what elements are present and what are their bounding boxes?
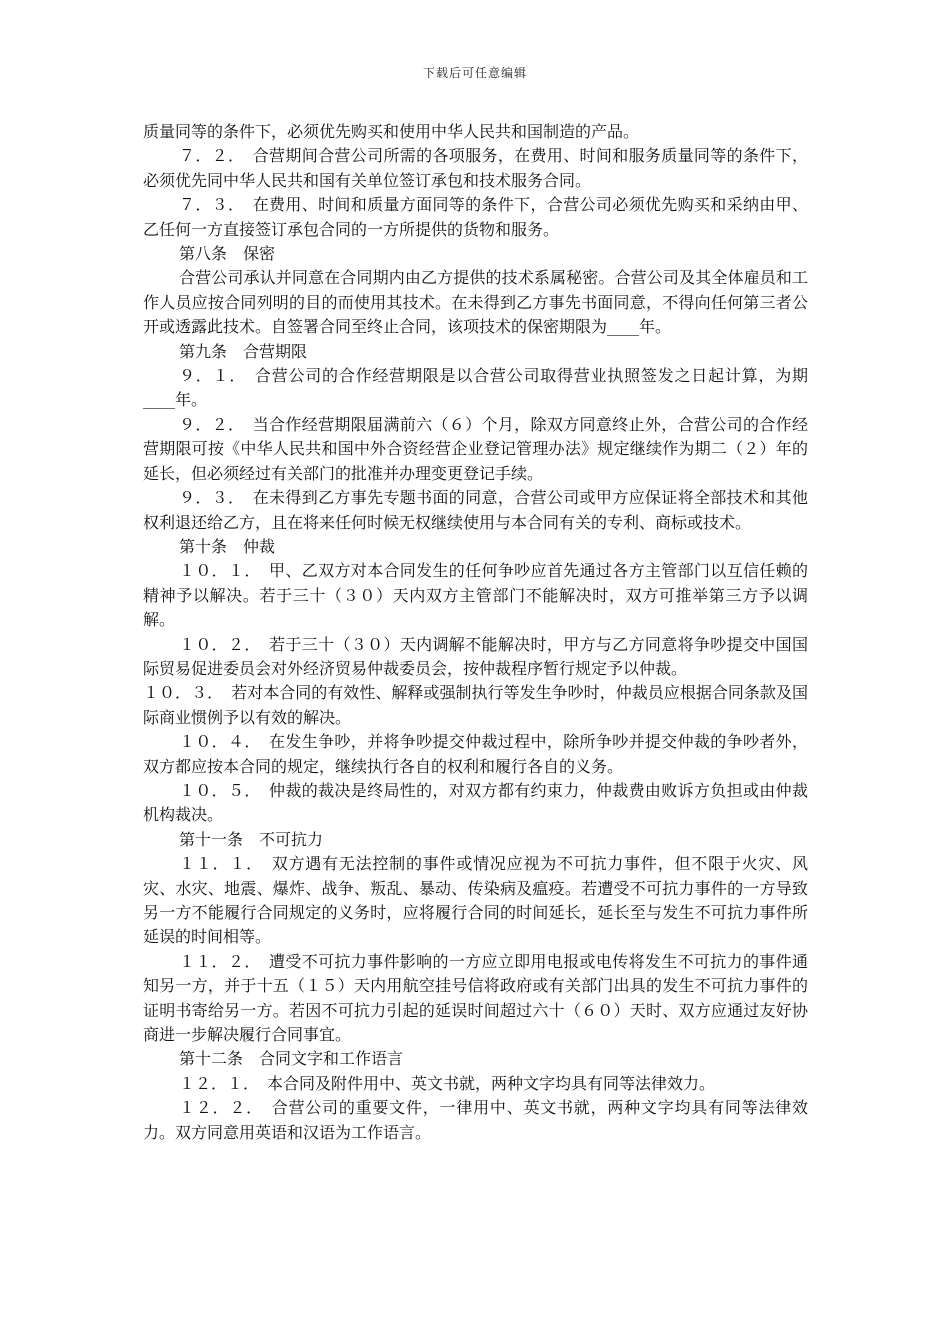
clause-10-5: １０．５． 仲裁的裁决是终局性的，对双方都有约束力，仲裁费由败诉方负担或由仲裁机构裁决。 [143, 780, 808, 825]
article-10-heading: 第十条 仲裁 [179, 536, 276, 556]
clause-12-2: １２．２． 合营公司的重要文件，一律用中、英文书就，两种文字均具有同等法律效力。双方同意用英语和汉语为工作语言。 [143, 1098, 808, 1142]
clause-12-1: １２．１． 本合同及附件用中、英文书就，两种文字均具有同等法律效力。 [179, 1073, 716, 1093]
article-8-heading: 第八条 保密 [179, 244, 276, 264]
paragraph: 质量同等的条件下，必须优先购买和使用中华人民共和国制造的产品。 [143, 122, 640, 141]
clause-7-3: ７．３． 在费用、时间和质量方面同等的条件下，合营公司必须优先购买和采纳由甲、乙任何一方直接签订承包合同的一方所提供的货物和服务。 [143, 195, 808, 239]
clause-10-2: １０．２． 若于三十（３０）天内调解不能解决时，甲方与乙方同意将争吵提交中国国际贸易促进委员会对外经济贸易仲裁委员会，按仲裁程序暂行规定予以仲裁。 [143, 634, 808, 678]
article-9-heading: 第九条 合营期限 [179, 341, 308, 361]
clause-10-3: １０．３． 若对本合同的有效性、解释或强制执行等发生争吵时，仲裁员应根据合同条款及国际商业惯例予以有效的解决。 [143, 683, 808, 727]
page-header: 下载后可任意编辑 [422, 66, 527, 80]
clause-9-3: ９．３． 在未得到乙方事先专题书面的同意，合营公司或甲方应保证将全部技术和其他权利退还给乙方，且在将来任何时候无权继续使用与本合同有关的专利、商标或技术。 [143, 488, 808, 532]
clause-11-1: １１．１． 双方遇有无法控制的事件或情况应视为不可抗力事件，但不限于火灾、风灾、水灾、地震、爆炸、战争、叛乱、暴动、传染病及瘟疫。若遭受不可抗力事件的一方导致另一方不能履行合同规定的义务时，应将履行合同的时间延长，延长至与发生不可抗力事件所延误的时间相等。 [143, 854, 808, 947]
article-12-heading: 第十二条 合同文字和工作语言 [179, 1049, 404, 1069]
clause-10-1: １０．１． 甲、乙双方对本合同发生的任何争吵应首先通过各方主管部门以互信任赖的精神予以解决。若于三十（３０）天内双方主管部门不能解决时，双方可推举第三方予以调解。 [143, 561, 808, 630]
article-11-heading: 第十一条 不可抗力 [179, 829, 324, 849]
document-body [143, 120, 808, 1145]
clause-10-4: １０．４． 在发生争吵，并将争吵提交仲裁过程中，除所争吵并提交仲裁的争吵者外，双方都应按本合同的规定，继续执行各自的权利和履行各自的义务。 [143, 732, 808, 776]
clause-9-1: ９．１． 合营公司的合作经营期限是以合营公司取得营业执照签发之日起计算，为期____年。 [143, 366, 808, 410]
clause-7-2: ７．２． 合营期间合营公司所需的各项服务，在费用、时间和服务质量同等的条件下，必须优先同中华人民共和国有关单位签订承包和技术服务合同。 [143, 146, 808, 190]
clause-9-2: ９．２． 当合作经营期限届满前六（６）个月，除双方同意终止外，合营公司的合作经营期限可按《中华人民共和国中外合资经营企业登记管理办法》规定继续作为期二（２）年的延长，但必须经过有关部门的批准并办理变更登记手续。 [143, 414, 808, 483]
article-8-body: 合营公司承认并同意在合同期内由乙方提供的技术系属秘密。合营公司及其全体雇员和工作人员应按合同列明的目的而使用其技术。在未得到乙方事先书面同意，不得向任何第三者公开或透露此技术。自签署合同至终止合同，该项技术的保密期限为____年。 [143, 268, 808, 337]
clause-11-2: １１．２． 遭受不可抗力事件影响的一方应立即用电报或电传将发生不可抗力的事件通知另一方，并于十五（１５）天内用航空挂号信将政府或有关部门出具的发生不可抗力事件的证明书寄给另一方。若因不可抗力引起的延误时间超过六十（６０）天时、双方应通过友好协商进一步解决履行合同事宜。 [143, 951, 808, 1045]
